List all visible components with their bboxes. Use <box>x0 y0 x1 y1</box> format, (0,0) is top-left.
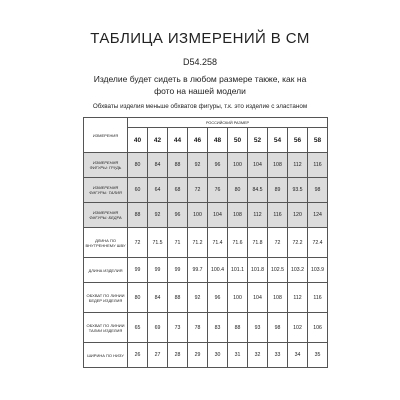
table-cell: 72.4 <box>308 228 328 258</box>
table-cell: 99 <box>168 258 188 283</box>
measurements-header: ИЗМЕРЕНИЯ <box>84 118 128 153</box>
table-cell: 108 <box>268 283 288 313</box>
table-cell: 71.6 <box>228 228 248 258</box>
table-cell: 93 <box>248 313 268 343</box>
table-cell: 124 <box>308 203 328 228</box>
table-cell: 101.1 <box>228 258 248 283</box>
table-cell: 88 <box>128 203 148 228</box>
table-cell: 104 <box>248 153 268 178</box>
table-cell: 69 <box>148 313 168 343</box>
table-cell: 104 <box>208 203 228 228</box>
table-row <box>84 283 328 313</box>
table-cell: 96 <box>208 283 228 313</box>
table-cell: 100 <box>228 153 248 178</box>
table-cell: 102 <box>288 313 308 343</box>
size-header-cell: 48 <box>208 128 228 153</box>
table-cell: 32 <box>248 343 268 368</box>
table-cell: 103.9 <box>308 258 328 283</box>
stretch-note: Обхваты изделия меньше обхватов фигуры, т.к. это изделие с эластаном <box>92 103 308 110</box>
table-cell: 33 <box>268 343 288 368</box>
table-row <box>84 203 328 228</box>
table-cell: 35 <box>308 343 328 368</box>
table-cell: 80 <box>228 178 248 203</box>
table-cell: 120 <box>288 203 308 228</box>
table-cell: 71.5 <box>148 228 168 258</box>
russian-size-header: РОССИЙСКИЙ РАЗМЕР <box>128 118 328 128</box>
size-header-cell: 40 <box>128 128 148 153</box>
size-header-cell: 44 <box>168 128 188 153</box>
table-cell: 83 <box>208 313 228 343</box>
table-cell: 100 <box>188 203 208 228</box>
size-header-cell: 50 <box>228 128 248 153</box>
table-cell: 76 <box>208 178 228 203</box>
table-cell: 80 <box>128 153 148 178</box>
table-cell: 71 <box>168 228 188 258</box>
table-cell: 92 <box>148 203 168 228</box>
header-row <box>84 118 328 128</box>
table-cell: 112 <box>248 203 268 228</box>
table-cell: 71.2 <box>188 228 208 258</box>
table-cell: 64 <box>148 178 168 203</box>
table-cell: 93.5 <box>288 178 308 203</box>
table-cell: 96 <box>168 203 188 228</box>
table-row <box>84 258 328 283</box>
table-cell: 88 <box>168 153 188 178</box>
table-cell: 112 <box>288 283 308 313</box>
table-row <box>84 228 328 258</box>
table-cell: 88 <box>228 313 248 343</box>
table-cell: 99 <box>148 258 168 283</box>
table-cell: 92 <box>188 153 208 178</box>
page-title: ТАБЛИЦА ИЗМЕРЕНИЙ В СМ <box>90 30 310 47</box>
size-header-cell: 54 <box>268 128 288 153</box>
table-cell: 92 <box>188 283 208 313</box>
table-cell: 72 <box>268 228 288 258</box>
table-cell: 72.2 <box>288 228 308 258</box>
table-cell: 28 <box>168 343 188 368</box>
row-label: ОБХВАТ ПО ЛИНИИ БЕДЕР ИЗДЕЛИЯ <box>84 283 128 313</box>
table-cell: 108 <box>268 153 288 178</box>
table-cell: 116 <box>308 283 328 313</box>
table-cell: 27 <box>148 343 168 368</box>
table-cell: 96 <box>208 153 228 178</box>
table-cell: 98 <box>268 313 288 343</box>
article-number: D54.258 <box>182 57 218 67</box>
table-row <box>84 313 328 343</box>
table-cell: 84 <box>148 283 168 313</box>
size-table-body <box>84 118 328 368</box>
table-cell: 106 <box>308 313 328 343</box>
table-cell: 31 <box>228 343 248 368</box>
size-header-cell: 52 <box>248 128 268 153</box>
table-cell: 112 <box>288 153 308 178</box>
table-cell: 116 <box>268 203 288 228</box>
table-cell: 89 <box>268 178 288 203</box>
table-row <box>84 153 328 178</box>
table-cell: 102.5 <box>268 258 288 283</box>
table-cell: 29 <box>188 343 208 368</box>
size-header-cell: 58 <box>308 128 328 153</box>
row-label: ДЛИНА ПО ВНУТРЕННЕМУ ШВУ <box>84 228 128 258</box>
table-cell: 88 <box>168 283 188 313</box>
table-cell: 99 <box>128 258 148 283</box>
table-row <box>84 343 328 368</box>
table-cell: 108 <box>228 203 248 228</box>
table-cell: 26 <box>128 343 148 368</box>
row-label: ИЗМЕРЕНИЯ ФИГУРЫ: БЕДРА <box>84 203 128 228</box>
table-cell: 71.4 <box>208 228 228 258</box>
table-cell: 30 <box>208 343 228 368</box>
row-label: ОБХВАТ ПО ЛИНИИ ТАЛИИ ИЗДЕЛИЯ <box>84 313 128 343</box>
size-header-cell: 56 <box>288 128 308 153</box>
table-cell: 99.7 <box>188 258 208 283</box>
row-label: ШИРИНА ПО НИЗУ <box>84 343 128 368</box>
table-row <box>84 178 328 203</box>
row-label: ИЗМЕРЕНИЯ ФИГУРЫ: ТАЛИЯ <box>84 178 128 203</box>
table-cell: 104 <box>248 283 268 313</box>
table-cell: 73 <box>168 313 188 343</box>
table-cell: 78 <box>188 313 208 343</box>
table-cell: 72 <box>128 228 148 258</box>
table-cell: 84 <box>148 153 168 178</box>
size-header-cell: 42 <box>148 128 168 153</box>
table-cell: 34 <box>288 343 308 368</box>
table-cell: 84.5 <box>248 178 268 203</box>
fit-note: Изделие будет сидеть в любом размере также, как на фото на нашей модели <box>93 74 307 96</box>
table-cell: 101.8 <box>248 258 268 283</box>
size-header-cell: 46 <box>188 128 208 153</box>
row-label: ИЗМЕРЕНИЯ ФИГУРЫ: ГРУДЬ <box>84 153 128 178</box>
table-cell: 100 <box>228 283 248 313</box>
table-cell: 103.2 <box>288 258 308 283</box>
size-table <box>83 117 328 368</box>
table-cell: 80 <box>128 283 148 313</box>
row-label: ДЛИНА ИЗДЕЛИЯ <box>84 258 128 283</box>
table-cell: 60 <box>128 178 148 203</box>
table-cell: 116 <box>308 153 328 178</box>
table-cell: 68 <box>168 178 188 203</box>
table-cell: 98 <box>308 178 328 203</box>
table-cell: 71.8 <box>248 228 268 258</box>
table-cell: 100.4 <box>208 258 228 283</box>
table-cell: 72 <box>188 178 208 203</box>
table-cell: 65 <box>128 313 148 343</box>
